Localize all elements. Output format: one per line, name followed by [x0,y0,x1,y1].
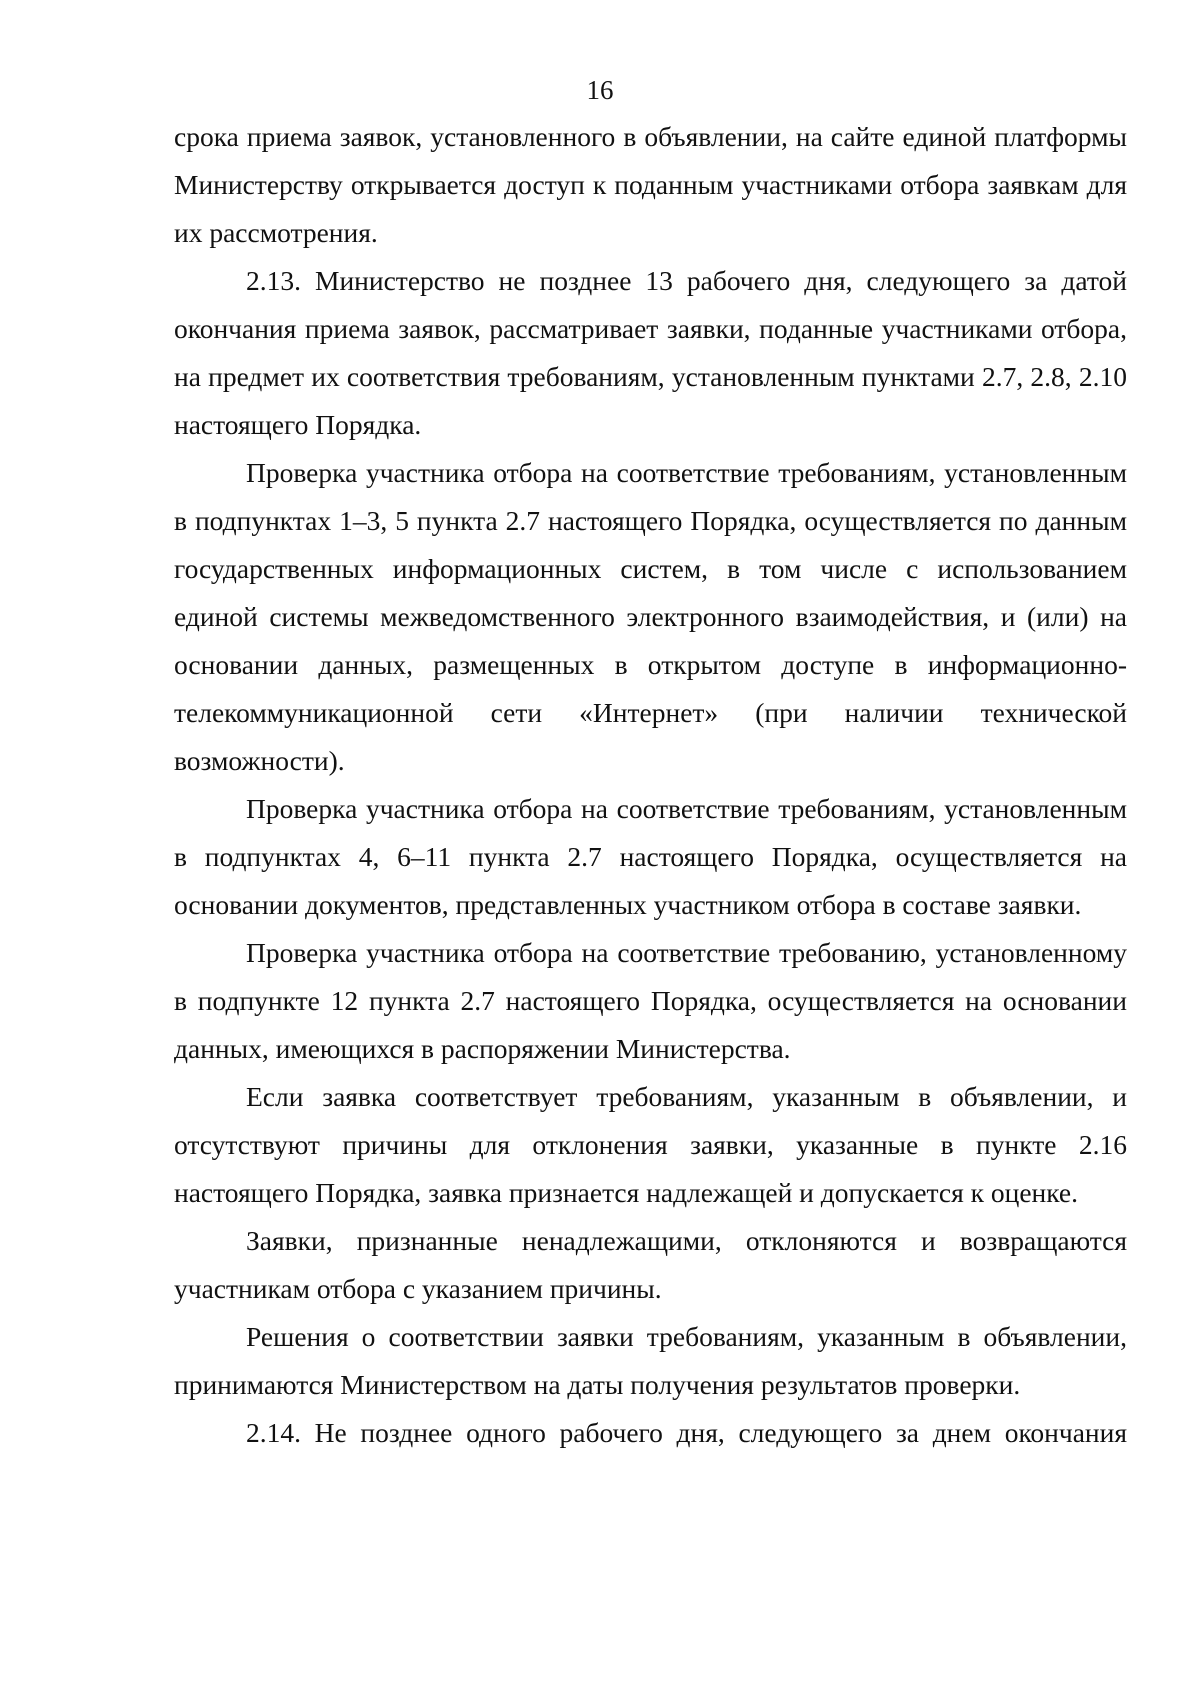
paragraph-check-subclauses-1-3-5: Проверка участника отбора на соответствие требованиям, установленным в подпунктах 1–3, 5 пункта 2.7 настоящего Порядка, осуществляется по данным государственных информационных систем, в том числе с использованием единой системы межведомственного электронного взаимодействия, и (или) на основании данных, размещенных в открытом доступе в информационно-телекоммуникационной сети «Интернет» (при наличии технической возможности). [174,457,1127,776]
paragraph-2-14: 2.14. Не позднее одного рабочего дня, следующего за днем окончания [246,1417,1127,1448]
paragraph-check-subclause-12: Проверка участника отбора на соответствие требованию, установленному в подпункте 12 пункта 2.7 настоящего Порядка, осуществляется на основании данных, имеющихся в распоряжении Министерства. [174,937,1127,1064]
paragraph-check-subclauses-4-6-11: Проверка участника отбора на соответствие требованиям, установленным в подпунктах 4, 6–11 пункта 2.7 настоящего Порядка, осуществляется на основании документов, представленных участником отбора в составе заявки. [174,793,1127,920]
paragraph-2-13: 2.13. Министерство не позднее 13 рабочего дня, следующего за датой окончания приема заявок, рассматривает заявки, поданные участниками отбора, на предмет их соответствия требованиям, установленным пунктами 2.7, 2.8, 2.10 настоящего Порядка. [174,265,1127,440]
paragraph-compliance-decisions: Решения о соответствии заявки требованиям, указанным в объявлении, принимаются Министерством на даты получения результатов проверки. [174,1321,1127,1400]
paragraph-continuation: срока приема заявок, установленного в объявлении, на сайте единой платформы Министерству открывается доступ к поданным участниками отбора заявкам для их рассмотрения. [174,121,1127,248]
paragraph-application-admitted: Если заявка соответствует требованиям, указанным в объявлении, и отсутствуют причины для отклонения заявки, указанные в пункте 2.16 настоящего Порядка, заявка признается надлежащей и допускается к оценке. [174,1081,1127,1208]
paragraph-applications-rejected: Заявки, признанные ненадлежащими, отклоняются и возвращаются участникам отбора с указанием причины. [174,1225,1127,1304]
document-body [174,113,1127,1457]
page-number: 16 [586,75,614,105]
